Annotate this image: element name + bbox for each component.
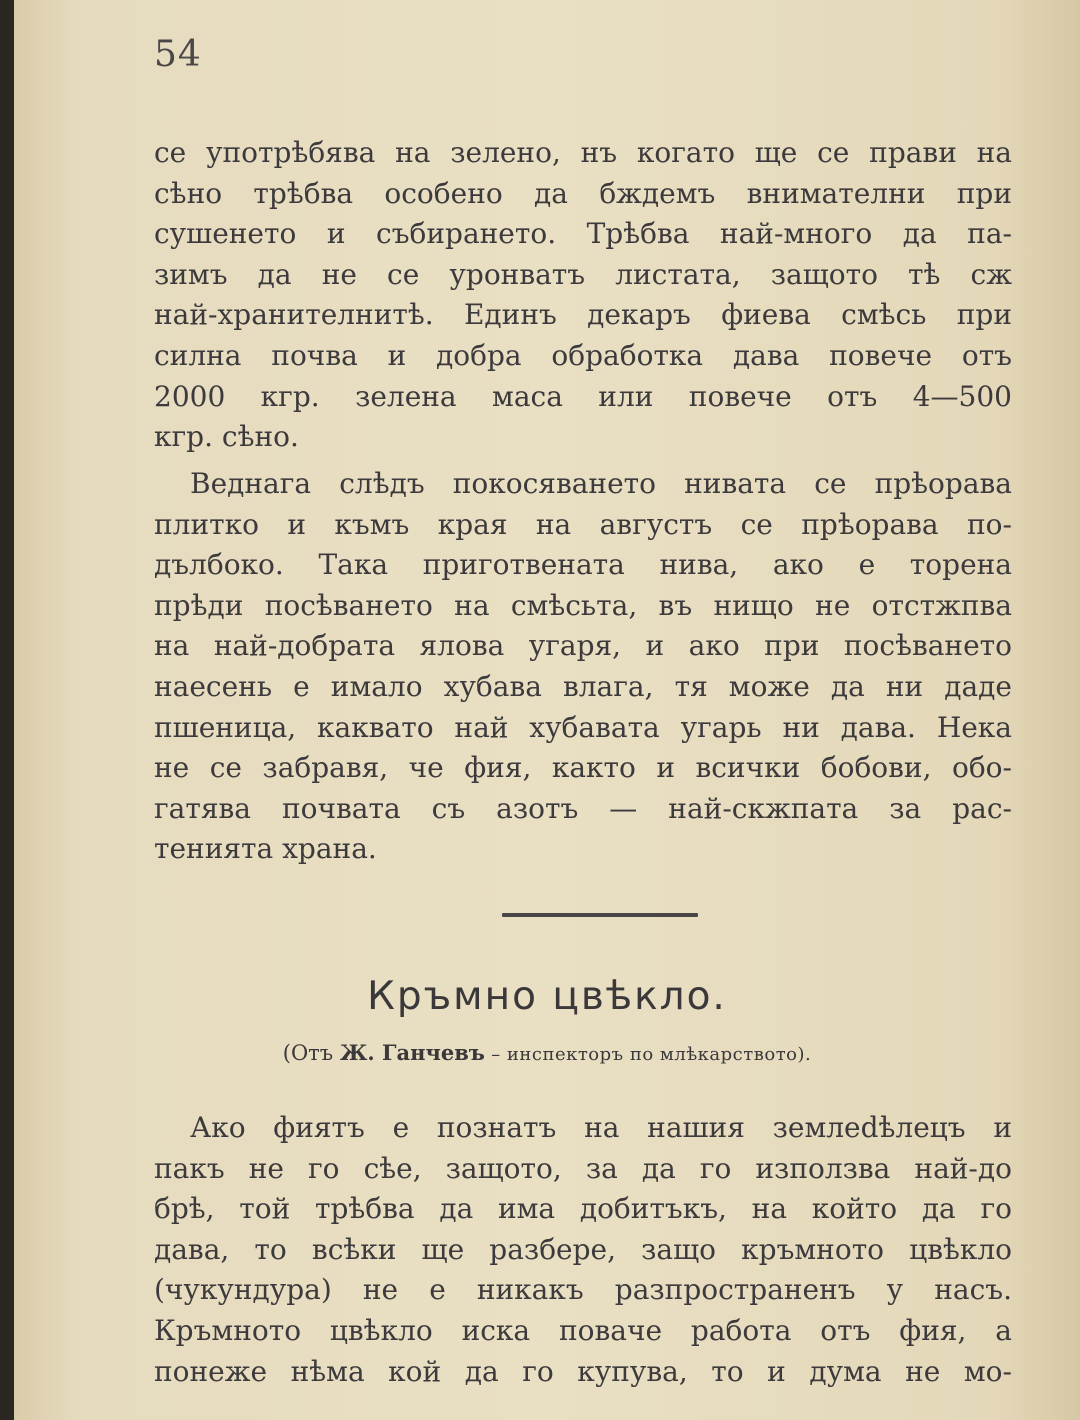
text-line: се употрѣбява на зелено, нъ когато ще се прави на: [154, 136, 1012, 169]
text-line: на най-добрата ялова угаря, и ако при посѣването: [154, 629, 1012, 663]
text-line: сѣно трѣбва особено да бждемъ внимателни при: [154, 176, 1012, 210]
byline-role: – инспекторъ по млѣкарството).: [484, 1044, 812, 1065]
byline-author: Ж. Ганчевъ: [339, 1040, 485, 1065]
paragraph-3: [154, 1108, 1012, 1392]
byline-open: (Отъ: [282, 1041, 340, 1065]
text-line: сушенето и събирането. Трѣбва най-много да па-: [154, 217, 1012, 251]
text-line: зимъ да не се уронватъ листата, защото тѣ сж: [154, 257, 1012, 291]
text-line: Ако фиятъ е познатъ на нашия землedѣлецъ и: [190, 1111, 1012, 1144]
text-line: Веднага слѣдъ покосяването нивата се прѣорава: [190, 467, 1012, 500]
text-line: наесень е имало хубава влага, тя може да ни даде: [154, 669, 1012, 703]
text-line: пшеница, каквато най хубавата угарь ни дава. Нека: [154, 710, 1012, 744]
text-line: дълбоко. Така приготвената нива, ако е торена: [154, 548, 1012, 582]
text-line: 2000 кгр. зелена маса или повече отъ 4—500: [154, 379, 1012, 413]
text-line: силна почва и добра обработка дава повече отъ: [154, 338, 1012, 372]
section-title: Кръмно цвѣкло.: [367, 974, 727, 1019]
paragraph-1: [154, 133, 1012, 458]
text-line: Кръмното цвѣкло иска поваче работа отъ фия, а: [154, 1313, 1012, 1347]
section-byline: [14, 1040, 1080, 1065]
text-line: не се забравя, че фия, както и всички бобови, обо-: [154, 751, 1012, 785]
text-line: дава, то всѣки ще разбере, защо кръмното цвѣкло: [154, 1232, 1012, 1266]
book-page: [14, 0, 1080, 1420]
text-line: прѣди посѣването на смѣсьта, въ нищо не отстжпва: [154, 588, 1012, 622]
text-line: понеже нѣма кой да го купува, то и дума не мо-: [154, 1354, 1012, 1388]
paragraph-2: [154, 464, 1012, 870]
text-line: кгр. сѣно.: [154, 420, 299, 454]
text-line: пакъ не го сѣе, защото, за да го използва най-до: [154, 1151, 1012, 1185]
text-line: най-хранителнитѣ. Единъ декаръ фиева смѣсь при: [154, 298, 1012, 332]
section-divider: [502, 913, 698, 917]
text-line: плитко и къмъ края на августъ се прѣорава по-: [154, 507, 1012, 541]
page-number: 54: [154, 34, 202, 75]
text-line: гатява почвата съ азотъ — най-скжпата за рас-: [154, 791, 1012, 825]
text-line: тенията храна.: [154, 832, 377, 866]
text-line: (чукундура) не е никакъ разпространенъ у насъ.: [154, 1273, 1012, 1307]
text-line: брѣ, той трѣбва да има добитъкъ, на който да го: [154, 1192, 1012, 1226]
